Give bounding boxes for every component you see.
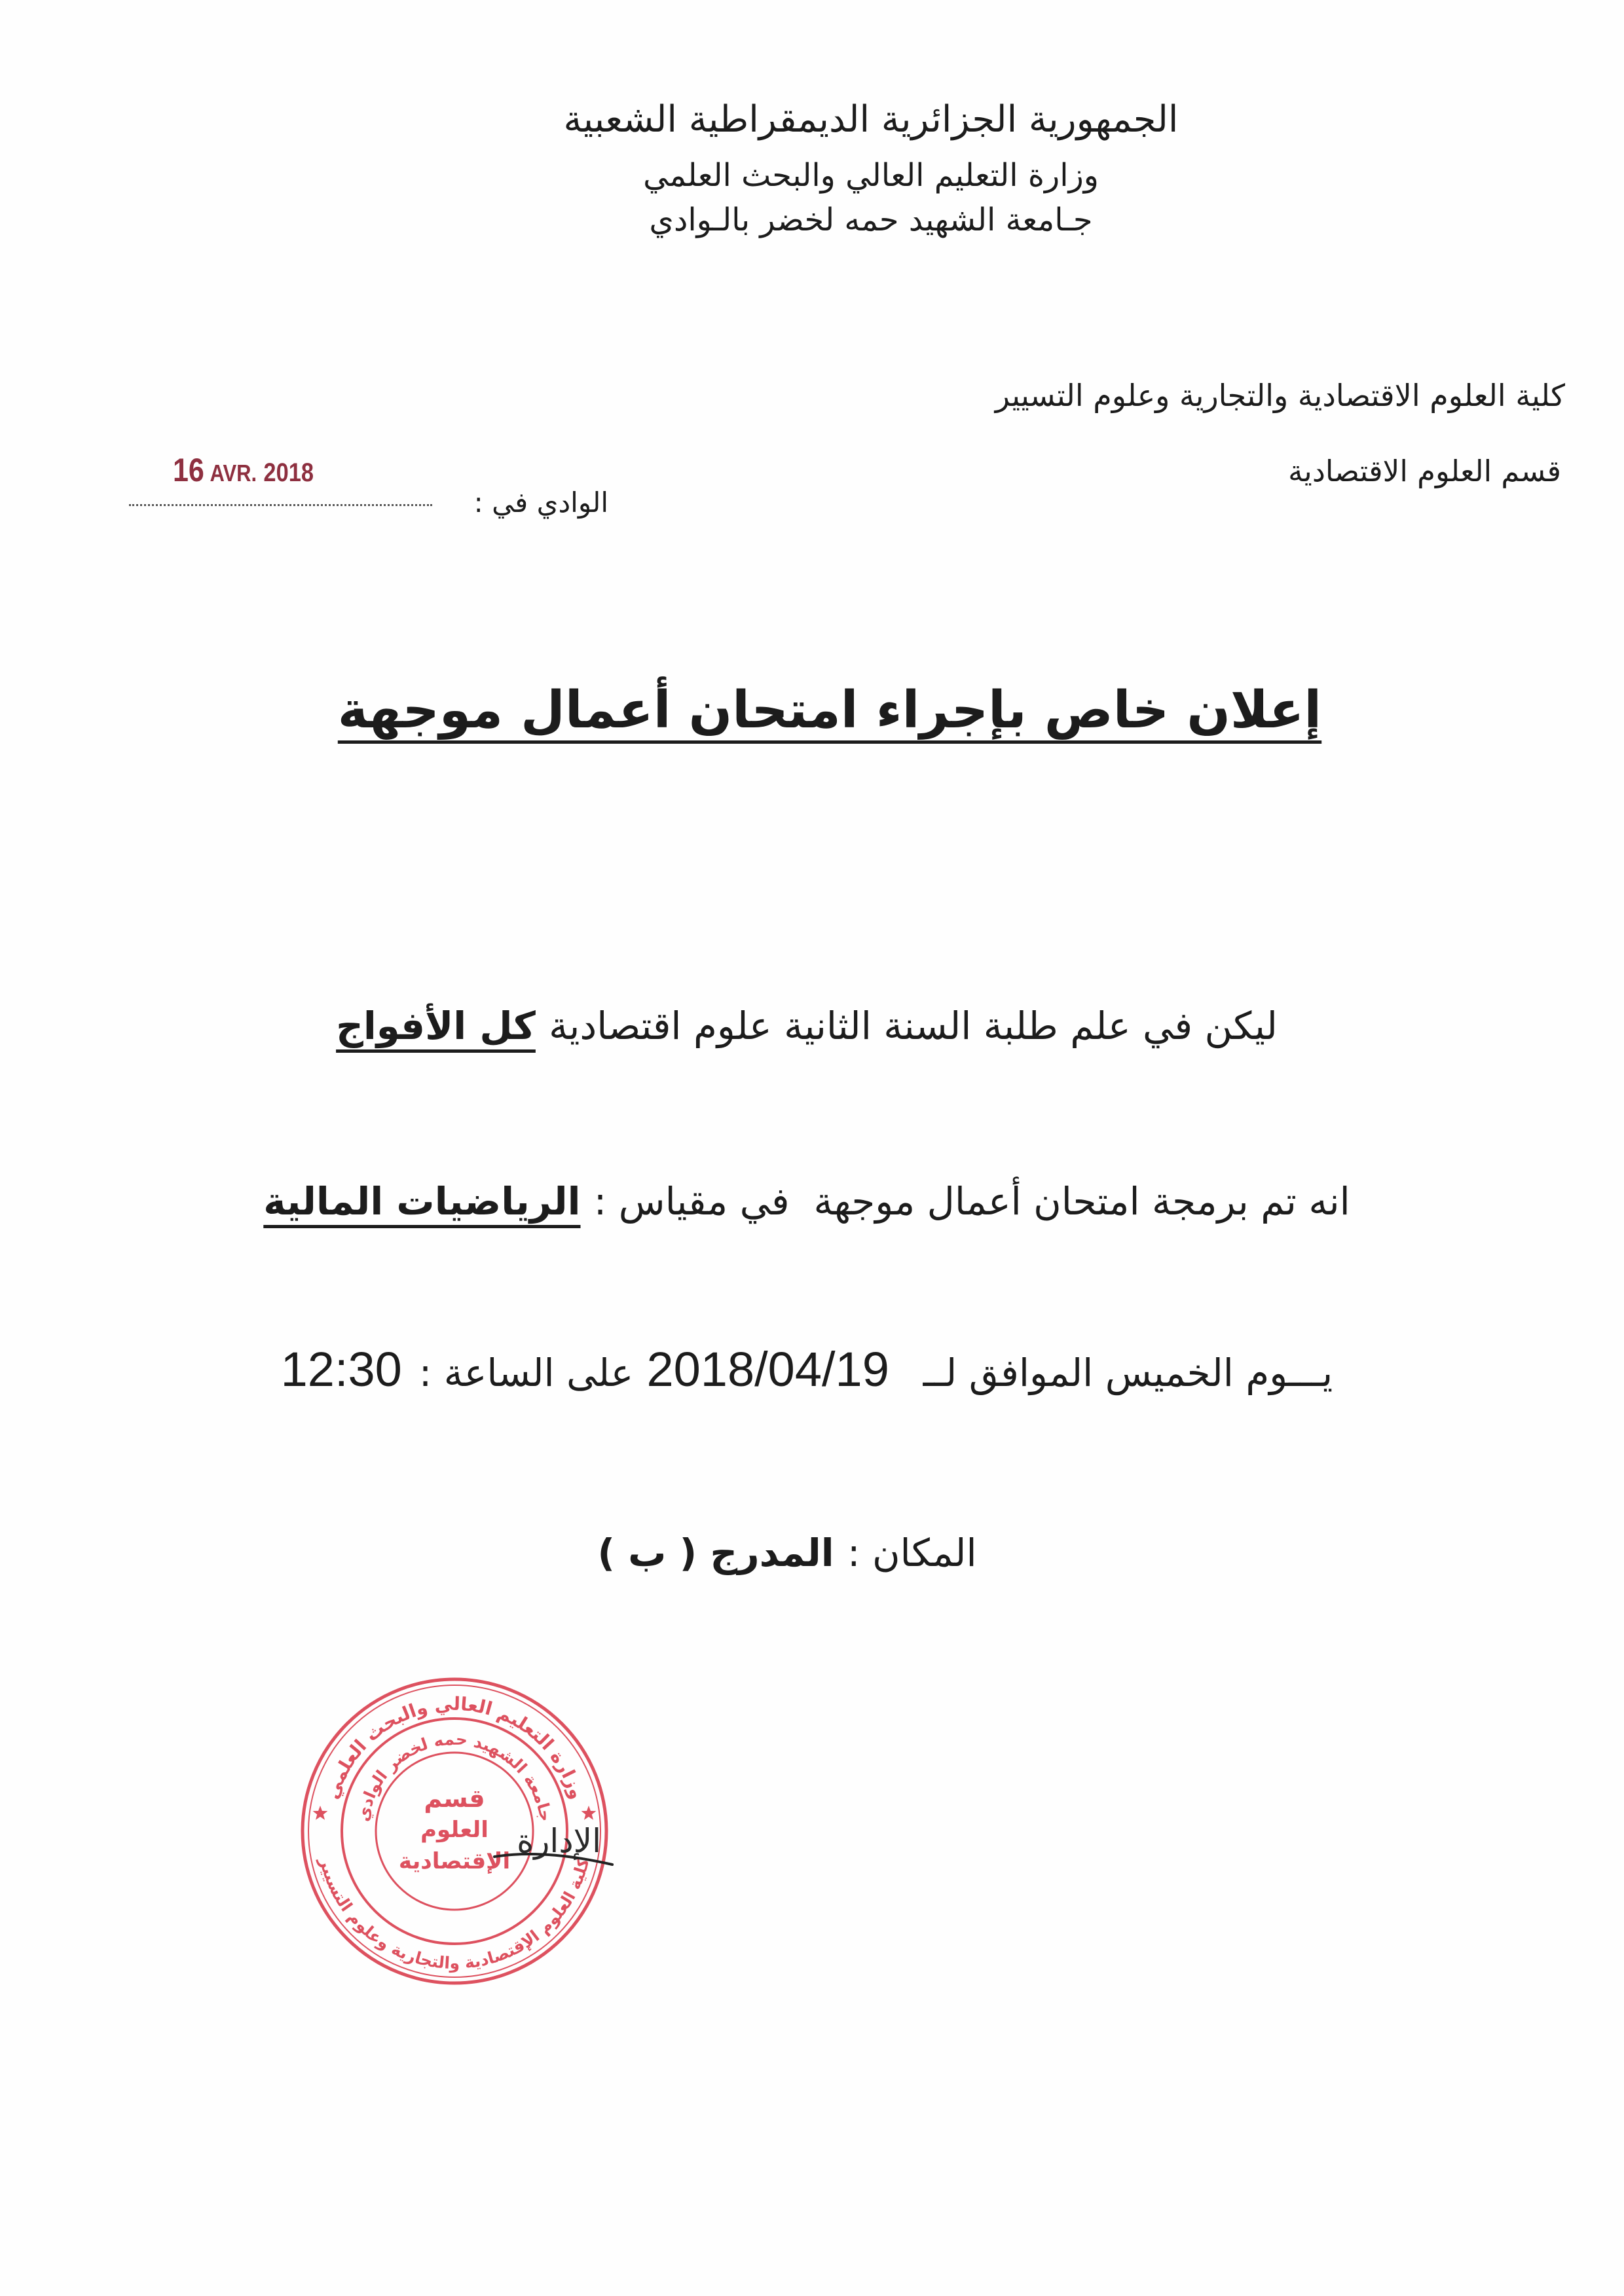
republic-name: الجمهورية الجزائرية الديمقراطية الشعبية — [563, 98, 1179, 141]
location-room: ( ب ) — [597, 1531, 697, 1575]
stamp-star-icon — [581, 1806, 597, 1820]
day-text: يـــوم الخميس الموافق لــ — [923, 1351, 1333, 1395]
department-name: قسم العلوم الاقتصادية — [1288, 454, 1561, 488]
place-date-label: الوادي في : — [473, 486, 608, 519]
location-line — [0, 1527, 1574, 1579]
administration-signature: الإدارة — [517, 1822, 601, 1860]
exam-date: 2018/04/19 — [646, 1342, 889, 1396]
location-hall: المدرج — [710, 1531, 834, 1575]
university-name: جـامعة الشهيد حمه لخضر بالـوادي — [649, 202, 1093, 238]
ministry-name: وزارة التعليم العالي والبحث العلمي — [643, 157, 1099, 194]
stamp-center-line1: قسم — [424, 1784, 485, 1813]
date-stamp — [173, 452, 314, 497]
module-name: الرياضيات المالية — [263, 1179, 581, 1224]
date-stamp-day: 16 — [173, 452, 204, 488]
stamp-inner-path: جامعة الشهيد حمه لخضر الوادي — [353, 1729, 556, 1823]
date-dotted-line — [129, 504, 432, 506]
audience-groups: كل الأفواج — [336, 1004, 536, 1048]
audience-text: ليكن في علم طلبة السنة الثانية علوم اقتصادية — [549, 1004, 1278, 1048]
location-label: المكان : — [847, 1531, 977, 1575]
announcement-title: إعلان خاص بإجراء امتحان أعمال موجهة — [337, 681, 1322, 740]
time-text: على الساعة : — [418, 1351, 634, 1395]
stamp-center-line2: العلوم — [420, 1817, 489, 1843]
module-text: انه تم برمجة امتحان أعمال موجهة في مقياس : — [593, 1179, 1350, 1224]
exam-time: 12:30 — [280, 1342, 402, 1396]
stamp-outer-bottom-path: كلية العلوم الإقتصادية والتجارية وعلوم التسيير — [316, 1855, 593, 1973]
schedule-line — [0, 1339, 1614, 1403]
module-line — [0, 1175, 1614, 1228]
stamp-center-line3: الإقتصادية — [398, 1848, 511, 1874]
date-stamp-month: AVR. — [210, 460, 257, 486]
stamp-outer-top-path: وزارة التعليم العالي والبحث العلمي — [321, 1692, 588, 1802]
signature-stroke — [488, 1848, 619, 1874]
faculty-name: كلية العلوم الاقتصادية والتجارية وعلوم التسيير — [995, 378, 1565, 413]
audience-line — [0, 1000, 1614, 1052]
stamp-star-icon — [313, 1806, 328, 1820]
date-stamp-year: 2018 — [263, 458, 314, 487]
